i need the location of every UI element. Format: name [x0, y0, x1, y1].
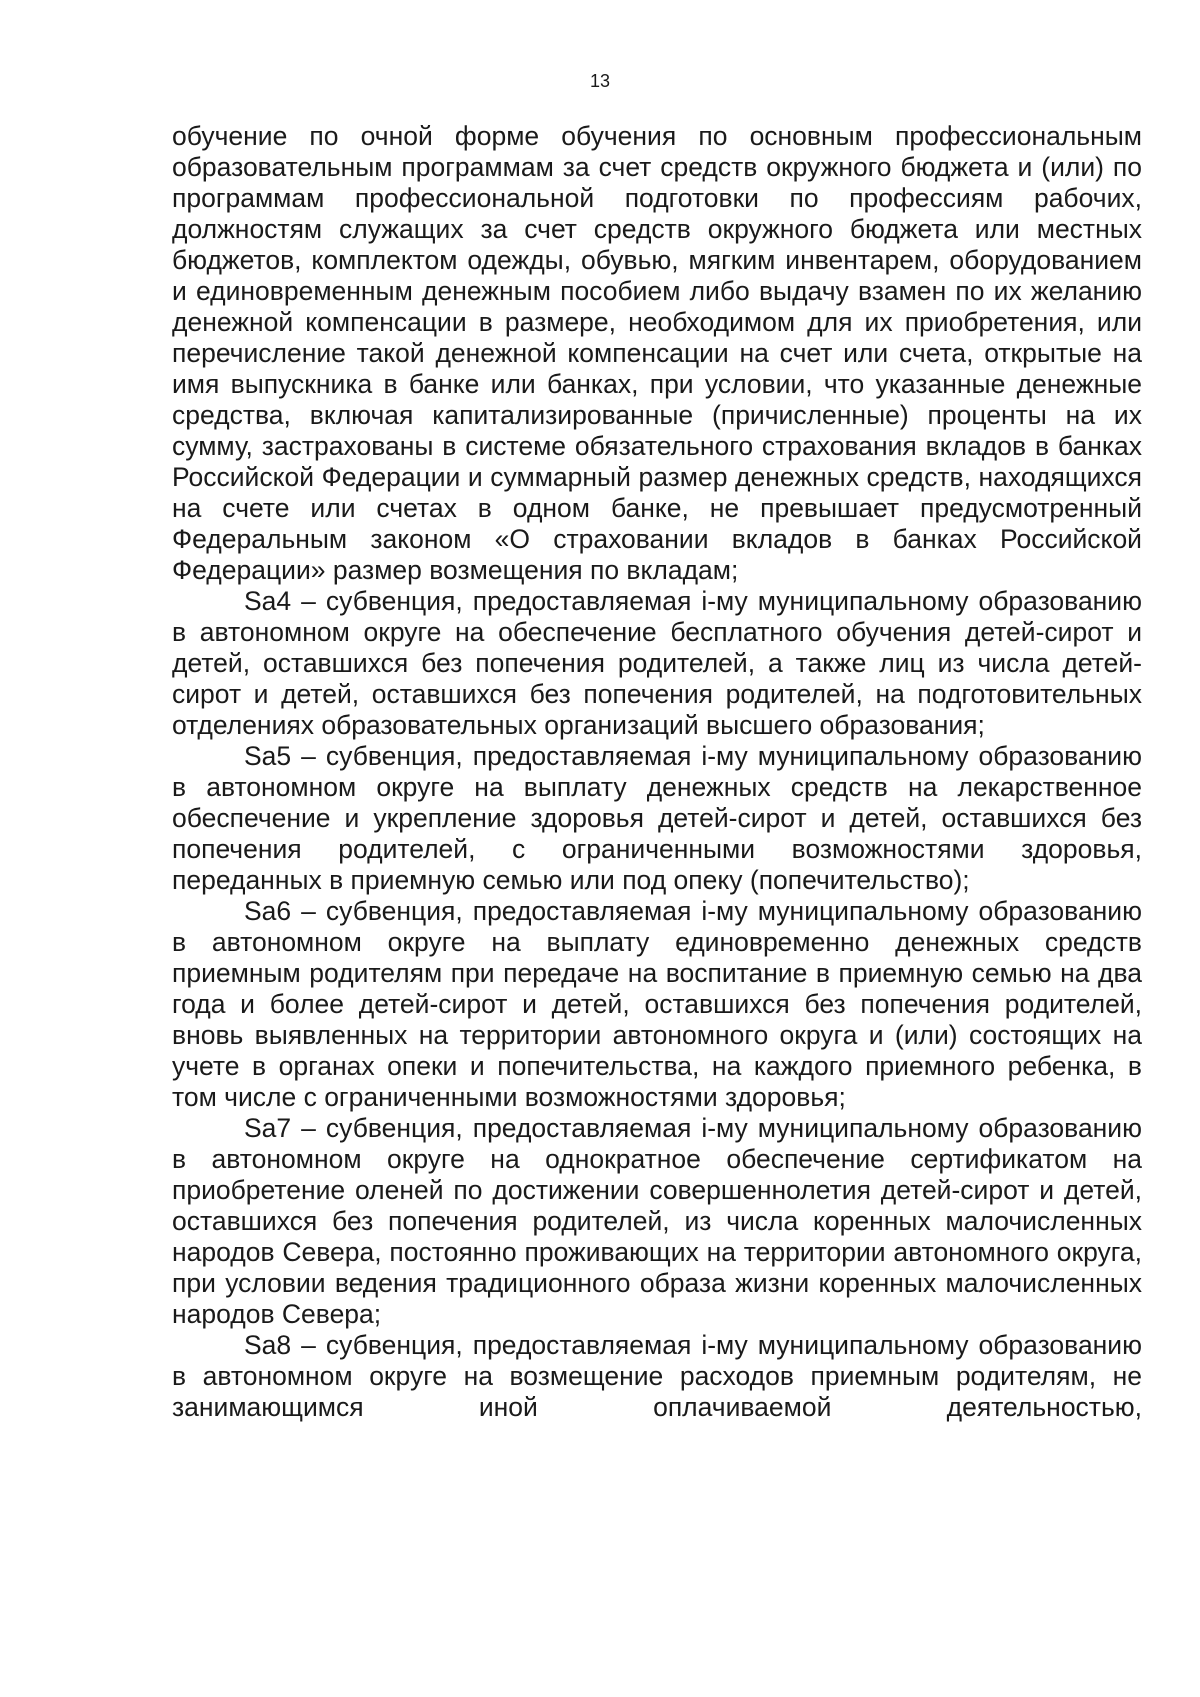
paragraph-sa4: Sa4 – субвенция, предоставляемая i-му муниципальному образованию в автономном округе на обеспечение бесплатного обучения детей-сирот и детей, оставшихся без попечения родителей, а также лиц из числа детей-сирот и детей, оставшихся без попечения родителей, на подготовительных отделениях образовательных организаций высшего образования; — [172, 586, 1142, 740]
paragraph-continuation: обучение по очной форме обучения по основным профессиональным образовательным программам за счет средств окружного бюджета и (или) по программам профессиональной подготовки по профессиям рабочих, должностям служащих за счет средств окружного бюджета или местных бюджетов, комплектом одежды, обувью, мягким инвентарем, оборудованием и единовременным денежным пособием либо выдачу взамен по их желанию денежной компенсации в размере, необходимом для их приобретения, или перечисление такой денежной компенсации на счет или счета, открытые на имя выпускника в банке или банках, при условии, что указанные денежные средства, включая капитализированные (причисленные) проценты на их сумму, застрахованы в системе обязательного страхования вкладов в банках Российской Федерации и суммарный размер денежных средств, находящихся на счете или счетах в одном банке, не превышает предусмотренный Федеральным законом «О страховании вкладов в банках Российской Федерации» размер возмещения по вкладам; — [172, 121, 1142, 585]
paragraph-sa5: Sa5 – субвенция, предоставляемая i-му муниципальному образованию в автономном округе на выплату денежных средств на лекарственное обеспечение и укрепление здоровья детей-сирот и детей, оставшихся без попечения родителей, с ограниченными возможностями здоровья, переданных в приемную семью или под опеку (попечительство); — [172, 741, 1142, 895]
paragraph-sa7: Sa7 – субвенция, предоставляемая i-му муниципальному образованию в автономном округе на однократное обеспечение сертификатом на приобретение оленей по достижении совершеннолетия детей-сирот и детей, оставшихся без попечения родителей, из числа коренных малочисленных народов Севера, постоянно проживающих на территории автономного округа, при условии ведения традиционного образа жизни коренных малочисленных народов Севера; — [172, 1113, 1142, 1329]
page-number: 13 — [589, 71, 611, 91]
paragraph-sa8: Sa8 – субвенция, предоставляемая i-му муниципальному образованию в автономном округе на возмещение расходов приемным родителям, не занимающимся иной оплачиваемой деятельностью, — [172, 1330, 1142, 1422]
document-body — [172, 121, 1142, 1423]
paragraph-sa6: Sa6 – субвенция, предоставляемая i-му муниципальному образованию в автономном округе на выплату единовременно денежных средств приемным родителям при передаче на воспитание в приемную семью на два года и более детей-сирот и детей, оставшихся без попечения родителей, вновь выявленных на территории автономного округа и (или) состоящих на учете в органах опеки и попечительства, на каждого приемного ребенка, в том числе с ограниченными возможностями здоровья; — [172, 896, 1142, 1112]
